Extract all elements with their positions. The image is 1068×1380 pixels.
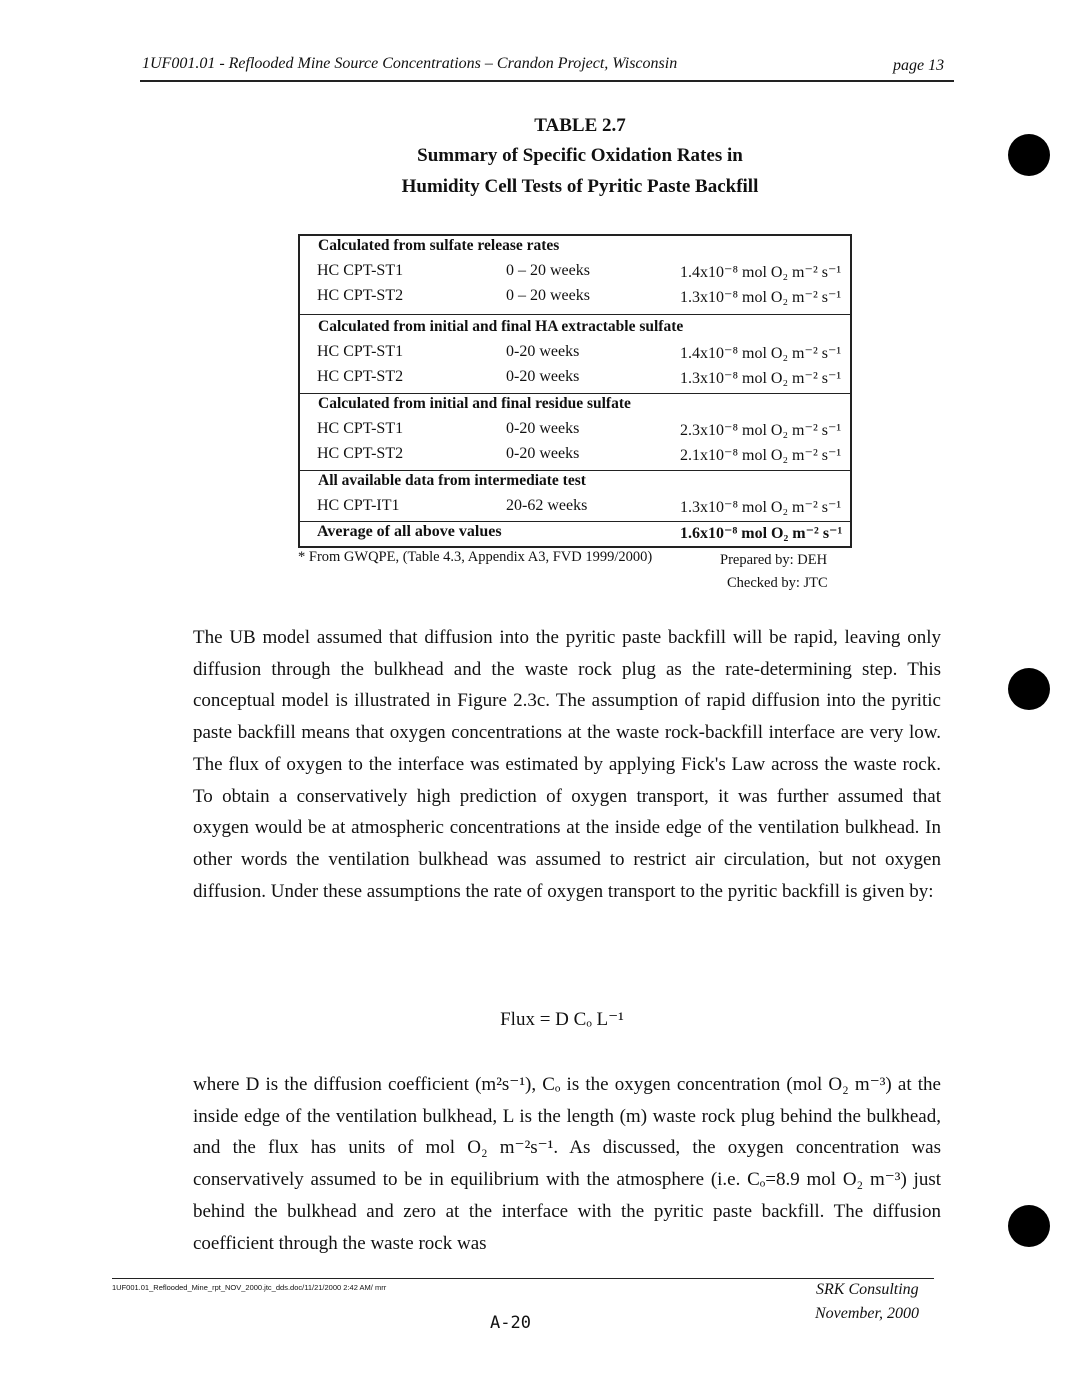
table-row [300,287,850,311]
checked-by: Checked by: JTC [727,575,828,591]
table-title-line2: Humidity Cell Tests of Pyritic Paste Backfill [401,176,759,197]
table-row [300,497,850,521]
test-cell: HC CPT-ST1 [317,343,404,360]
rate-cell: 1.3x10⁻⁸ mol O₂ m⁻² s⁻¹ [680,499,842,516]
footer-company: SRK Consulting [816,1281,919,1298]
table-row [300,420,850,444]
average-label: Average of all above values [317,523,502,540]
punch-hole-dot [1008,1205,1050,1247]
section-caption: All available data from intermediate test [318,472,586,489]
footer-rule [112,1278,934,1279]
rate-cell: 2.3x10⁻⁸ mol O₂ m⁻² s⁻¹ [680,422,842,439]
section-divider [300,314,850,315]
section-divider [300,521,850,522]
page-number-header: page 13 [893,57,945,74]
footer-file-path: 1UF001.01_Reflooded_Mine_rpt_NOV_2000.jtc_dds.doc/11/21/2000 2:42 AM/ mrr [112,1283,387,1292]
test-cell: HC CPT-ST1 [317,420,404,437]
table-row [300,262,850,286]
period-cell: 0 – 20 weeks [506,287,590,304]
section-divider [300,393,850,394]
rate-cell: 1.4x10⁻⁸ mol O₂ m⁻² s⁻¹ [680,345,842,362]
rate-cell: 1.3x10⁻⁸ mol O₂ m⁻² s⁻¹ [680,370,842,387]
average-row [300,523,850,547]
table-footnote: * From GWQPE, (Table 4.3, Appendix A3, FVD 1999/2000) [298,549,653,565]
punch-hole-dot [1008,668,1050,710]
period-cell: 0-20 weeks [506,420,580,437]
period-cell: 0-20 weeks [506,445,580,462]
test-cell: HC CPT-ST2 [317,445,404,462]
table-row [300,445,850,469]
body-paragraph: The UB model assumed that diffusion into the pyritic paste backfill will be rapid, leaving only diffusion through the bulkhead and the waste rock plug as the rate-determining step. This conceptual model is illustrated in Figure 2.3c. The assumption of rapid diffusion into the pyritic paste backfill means that oxygen concentrations at the waste rock-backfill interface are very low. The flux of oxygen to the interface was estimated by applying Fick's Law across the waste rock. To obtain a conservatively high prediction of oxygen transport, it was further assumed that oxygen would be at atmospheric concentrations at the inside edge of the ventilation bulkhead. In other words the ventilation bulkhead was assumed to restrict air circulation, but not oxygen diffusion. Under these assumptions the rate of oxygen transport to the pyritic backfill is given by: [193,627,941,902]
prepared-by: Prepared by: DEH [720,552,828,568]
rate-cell: 1.3x10⁻⁸ mol O₂ m⁻² s⁻¹ [680,289,842,306]
period-cell: 0-20 weeks [506,368,580,385]
average-rate: 1.6x10⁻⁸ mol O₂ m⁻² s⁻¹ [680,525,843,542]
table-row [300,343,850,367]
test-cell: HC CPT-ST2 [317,287,404,304]
test-cell: HC CPT-ST1 [317,262,404,279]
footer-date: November, 2000 [815,1305,919,1322]
punch-hole-dot [1008,134,1050,176]
table-title-line1: Summary of Specific Oxidation Rates in [417,145,743,166]
rate-cell: 2.1x10⁻⁸ mol O₂ m⁻² s⁻¹ [680,447,842,464]
test-cell: HC CPT-ST2 [317,368,404,385]
oxidation-rates-table [298,234,852,548]
body-paragraph: where D is the diffusion coefficient (m²s⁻¹), Cₒ is the oxygen concentration (mol O₂ m⁻³) at the inside edge of the ventilation bulkhead, L is the length (m) waste rock plug behind the bulkhead, and the flux has units of mol O₂ m⁻²s⁻¹. As discussed, the oxygen concentration was conservatively assumed to be in equilibrium with the atmosphere (i.e. Cₒ=8.9 mol O₂ m⁻³) just behind the bulkhead and zero at the interface with the pyritic paste backfill. The diffusion coefficient through the waste rock was [193,1074,941,1254]
table-number: TABLE 2.7 [534,115,626,136]
header-rule [140,80,954,82]
section-caption: Calculated from sulfate release rates [318,237,560,254]
table-row [300,368,850,392]
rate-cell: 1.4x10⁻⁸ mol O₂ m⁻² s⁻¹ [680,264,842,281]
period-cell: 20-62 weeks [506,497,588,514]
section-caption: Calculated from initial and final residue sulfate [318,395,631,412]
footer-page-label: A-20 [490,1313,531,1333]
period-cell: 0 – 20 weeks [506,262,590,279]
test-cell: HC CPT-IT1 [317,497,400,514]
flux-formula: Flux = D Cₒ L⁻¹ [500,1009,624,1030]
section-caption: Calculated from initial and final HA extractable sulfate [318,318,684,335]
period-cell: 0-20 weeks [506,343,580,360]
running-header-title: 1UF001.01 - Reflooded Mine Source Concentrations – Crandon Project, Wisconsin [142,55,678,72]
section-divider [300,470,850,471]
